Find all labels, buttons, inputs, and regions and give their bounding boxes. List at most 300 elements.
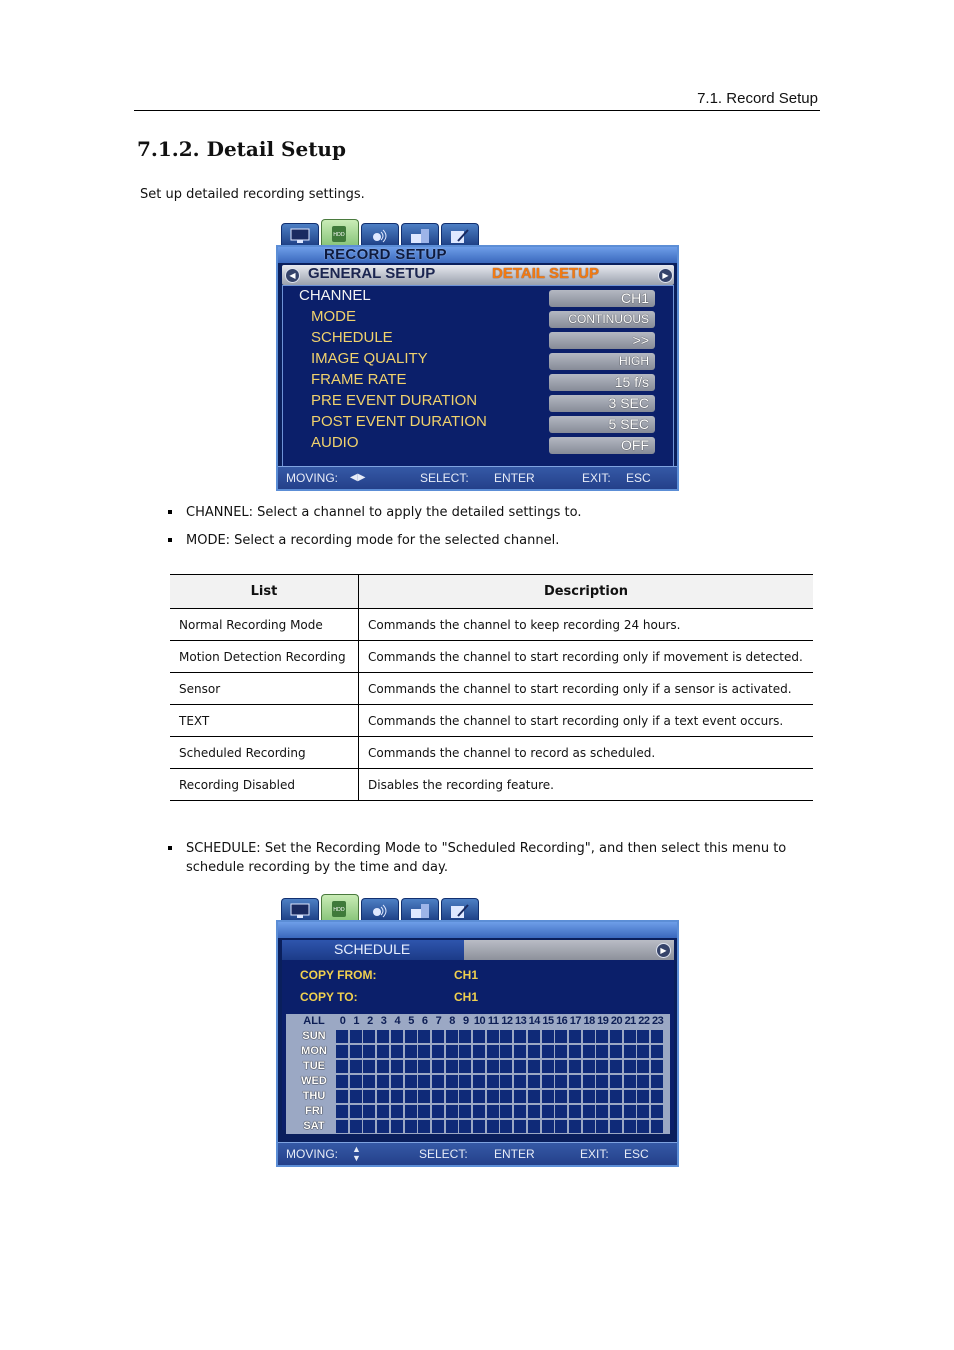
schedule-cell[interactable] — [500, 1060, 512, 1073]
schedule-cell[interactable] — [446, 1045, 458, 1058]
schedule-cell[interactable] — [569, 1120, 581, 1133]
schedule-cell[interactable] — [350, 1105, 362, 1118]
table-row — [170, 769, 813, 801]
hour-label[interactable]: 1 — [353, 1015, 359, 1027]
schedule-cell[interactable] — [500, 1105, 512, 1118]
schedule-cell[interactable] — [583, 1120, 595, 1133]
section-title: 7.1.2. Detail Setup — [137, 137, 346, 161]
schedule-cell[interactable] — [459, 1045, 471, 1058]
schedule-cell[interactable] — [432, 1075, 444, 1088]
schedule-cell[interactable] — [569, 1060, 581, 1073]
hour-label[interactable]: 4 — [394, 1015, 401, 1027]
schedule-cell[interactable] — [391, 1120, 403, 1133]
system-tab[interactable] — [441, 898, 479, 921]
table-cell-list: Normal Recording Mode — [170, 609, 359, 641]
schedule-cell[interactable] — [637, 1090, 649, 1103]
schedule-cell[interactable] — [596, 1090, 608, 1103]
device-icon — [410, 228, 430, 244]
hour-label[interactable]: 16 — [556, 1015, 568, 1027]
schedule-value[interactable]: >> — [549, 332, 655, 349]
hour-label[interactable]: 15 — [542, 1015, 554, 1027]
day-label-mon[interactable]: MON — [301, 1045, 327, 1057]
network-icon — [370, 228, 390, 244]
schedule-cell[interactable] — [487, 1045, 499, 1058]
schedule-cell[interactable] — [637, 1120, 649, 1133]
schedule-cell[interactable] — [542, 1075, 554, 1088]
schedule-cell[interactable] — [418, 1120, 430, 1133]
mode-bullet: MODE: Select a recording mode for the selected channel. — [170, 531, 559, 550]
table-row — [170, 641, 813, 673]
schedule-cell[interactable] — [405, 1075, 417, 1088]
schedule-cell[interactable] — [569, 1030, 581, 1043]
hour-label[interactable]: 11 — [487, 1015, 499, 1027]
schedule-cell[interactable] — [610, 1105, 622, 1118]
display-tab[interactable] — [281, 223, 319, 246]
system-tab[interactable] — [441, 223, 479, 246]
schedule-title-bar — [282, 940, 674, 960]
schedule-cell[interactable] — [514, 1060, 526, 1073]
schedule-cell[interactable] — [405, 1045, 417, 1058]
pre-event-label: PRE EVENT DURATION — [311, 392, 478, 409]
hour-label[interactable]: 3 — [380, 1015, 387, 1027]
schedule-cell[interactable] — [336, 1120, 348, 1133]
schedule-cell[interactable] — [514, 1090, 526, 1103]
schedule-cell[interactable] — [514, 1075, 526, 1088]
schedule-cell[interactable] — [350, 1090, 362, 1103]
schedule-cell[interactable] — [350, 1075, 362, 1088]
schedule-cell[interactable] — [446, 1075, 458, 1088]
hour-label[interactable]: 6 — [421, 1015, 428, 1027]
image-quality-label: IMAGE QUALITY — [311, 350, 428, 367]
schedule-cell[interactable] — [528, 1060, 540, 1073]
detail-settings-panel — [282, 285, 674, 471]
all-label[interactable]: ALL — [303, 1015, 325, 1027]
schedule-cell[interactable] — [459, 1030, 471, 1043]
schedule-cell[interactable] — [514, 1045, 526, 1058]
channel-value[interactable]: CH1 — [549, 290, 655, 307]
schedule-cell[interactable] — [500, 1120, 512, 1133]
hour-label[interactable]: 8 — [449, 1015, 455, 1027]
footer-esc-label: ESC — [626, 471, 651, 485]
day-label-sat[interactable]: SAT — [303, 1120, 325, 1132]
schedule-cell[interactable] — [624, 1120, 636, 1133]
schedule-title-tab — [282, 940, 464, 960]
schedule-title: SCHEDULE — [334, 941, 411, 957]
post-event-value[interactable]: 5 SEC — [549, 416, 655, 433]
schedule-cell[interactable] — [377, 1060, 389, 1073]
schedule-cell[interactable] — [583, 1045, 595, 1058]
schedule-cell[interactable] — [610, 1090, 622, 1103]
recording-mode-table — [170, 574, 813, 801]
schedule-cell[interactable] — [446, 1090, 458, 1103]
footer-enter-label: ENTER — [494, 1147, 535, 1161]
schedule-cell[interactable] — [555, 1030, 567, 1043]
schedule-cell[interactable] — [459, 1120, 471, 1133]
schedule-cell[interactable] — [624, 1045, 636, 1058]
up-down-arrows-icon: ▲ ▼ — [352, 1144, 361, 1163]
schedule-cell[interactable] — [596, 1030, 608, 1043]
schedule-cell[interactable] — [418, 1045, 430, 1058]
schedule-cell[interactable] — [446, 1105, 458, 1118]
schedule-cell[interactable] — [350, 1060, 362, 1073]
schedule-cell[interactable] — [569, 1090, 581, 1103]
schedule-cell[interactable] — [514, 1030, 526, 1043]
schedule-cell[interactable] — [542, 1090, 554, 1103]
record-setup-title-bar — [278, 247, 677, 263]
schedule-cell[interactable] — [651, 1090, 663, 1103]
schedule-cell[interactable] — [637, 1105, 649, 1118]
schedule-cell[interactable] — [487, 1120, 499, 1133]
svg-text:HDD: HDD — [333, 907, 345, 913]
schedule-cell[interactable] — [637, 1075, 649, 1088]
hour-label[interactable]: 5 — [408, 1015, 414, 1027]
image-quality-value[interactable]: HIGH — [549, 353, 655, 370]
footer-exit-label: EXIT: — [580, 1147, 609, 1161]
next-arrow-icon[interactable]: ▶ — [658, 268, 673, 283]
schedule-cell[interactable] — [336, 1045, 348, 1058]
schedule-cell[interactable] — [405, 1090, 417, 1103]
schedule-cell[interactable] — [542, 1045, 554, 1058]
audio-value[interactable]: OFF — [549, 437, 655, 454]
frame-rate-label: FRAME RATE — [311, 371, 407, 388]
schedule-cell[interactable] — [542, 1060, 554, 1073]
schedule-cell[interactable] — [624, 1075, 636, 1088]
schedule-cell[interactable] — [637, 1060, 649, 1073]
hour-label[interactable]: 12 — [501, 1015, 513, 1027]
schedule-cell[interactable] — [583, 1075, 595, 1088]
table-cell-list: Motion Detection Recording — [170, 641, 359, 673]
schedule-cell[interactable] — [391, 1105, 403, 1118]
table-cell-description: Disables the recording feature. — [359, 769, 814, 801]
day-label-thu[interactable]: THU — [302, 1090, 326, 1102]
schedule-cell[interactable] — [555, 1105, 567, 1118]
schedule-cell[interactable] — [487, 1075, 499, 1088]
schedule-cell[interactable] — [487, 1090, 499, 1103]
tools-icon — [450, 903, 470, 919]
schedule-cell[interactable] — [377, 1075, 389, 1088]
schedule-cell[interactable] — [459, 1075, 471, 1088]
schedule-cell[interactable] — [363, 1105, 375, 1118]
table-cell-list: Scheduled Recording — [170, 737, 359, 769]
table-cell-description: Commands the channel to record as scheduled. — [359, 737, 814, 769]
hour-label[interactable]: 17 — [569, 1015, 582, 1027]
schedule-cell[interactable] — [391, 1030, 403, 1043]
schedule-screen — [276, 920, 679, 1167]
schedule-cell[interactable] — [583, 1030, 595, 1043]
schedule-cell[interactable] — [596, 1075, 608, 1088]
schedule-cell[interactable] — [528, 1105, 540, 1118]
hour-label[interactable]: 21 — [624, 1015, 636, 1027]
schedule-cell[interactable] — [624, 1060, 636, 1073]
pre-event-value[interactable]: 3 SEC — [549, 395, 655, 412]
schedule-cell[interactable] — [514, 1120, 526, 1133]
monitor-icon — [290, 903, 310, 919]
schedule-cell[interactable] — [418, 1030, 430, 1043]
schedule-cell[interactable] — [514, 1105, 526, 1118]
copy-from-label: COPY FROM: — [300, 968, 377, 982]
schedule-cell[interactable] — [377, 1045, 389, 1058]
schedule-cell[interactable] — [432, 1030, 444, 1043]
schedule-cell[interactable] — [473, 1120, 485, 1133]
day-label-fri[interactable]: FRI — [305, 1105, 323, 1117]
setup-tab-bar — [282, 265, 674, 285]
schedule-cell[interactable] — [596, 1105, 608, 1118]
hour-label[interactable]: 9 — [462, 1015, 469, 1027]
left-right-arrows-icon: ◀▶ — [350, 472, 366, 483]
footer-moving-label: MOVING: — [286, 471, 339, 485]
network-icon — [370, 903, 390, 919]
schedule-cell[interactable] — [363, 1030, 375, 1043]
schedule-cell[interactable] — [418, 1075, 430, 1088]
schedule-cell[interactable] — [651, 1075, 663, 1088]
schedule-cell[interactable] — [432, 1045, 444, 1058]
schedule-cell[interactable] — [637, 1045, 649, 1058]
table-cell-description: Commands the channel to start recording only if movement is detected. — [359, 641, 814, 673]
schedule-cell[interactable] — [500, 1030, 512, 1043]
schedule-panel — [282, 960, 674, 1130]
schedule-cell[interactable] — [610, 1120, 622, 1133]
menu-tabs-2 — [281, 894, 481, 920]
detail-setup-tab[interactable]: DETAIL SETUP — [492, 265, 599, 282]
schedule-cell[interactable] — [500, 1075, 512, 1088]
footer-enter-label: ENTER — [494, 471, 535, 485]
schedule-cell[interactable] — [542, 1105, 554, 1118]
schedule-cell[interactable] — [528, 1090, 540, 1103]
schedule-cell[interactable] — [459, 1090, 471, 1103]
table-cell-list: Sensor — [170, 673, 359, 705]
schedule-cell[interactable] — [610, 1075, 622, 1088]
device-icon — [410, 903, 430, 919]
schedule-cell[interactable] — [528, 1045, 540, 1058]
schedule-cell[interactable] — [651, 1105, 663, 1118]
audio-label: AUDIO — [311, 434, 359, 451]
channel-bullet: CHANNEL: Select a channel to apply the detailed settings to. — [170, 503, 581, 522]
footer-select-label: SELECT: — [420, 471, 469, 485]
schedule-cell[interactable] — [391, 1075, 403, 1088]
hdd-icon — [330, 901, 348, 917]
schedule-cell[interactable] — [336, 1030, 348, 1043]
schedule-cell[interactable] — [391, 1090, 403, 1103]
schedule-cell[interactable] — [336, 1060, 348, 1073]
schedule-cell[interactable] — [350, 1120, 362, 1133]
schedule-cell[interactable] — [528, 1120, 540, 1133]
schedule-cell[interactable] — [350, 1045, 362, 1058]
schedule-cell[interactable] — [651, 1030, 663, 1043]
schedule-cell[interactable] — [391, 1060, 403, 1073]
schedule-cell[interactable] — [555, 1045, 567, 1058]
table-header-row — [170, 575, 813, 609]
schedule-cell[interactable] — [637, 1030, 649, 1043]
table-cell-description: Commands the channel to keep recording 24 hours. — [359, 609, 814, 641]
schedule-cell[interactable] — [487, 1060, 499, 1073]
table-cell-list: Recording Disabled — [170, 769, 359, 801]
schedule-cell[interactable] — [473, 1075, 485, 1088]
schedule-cell[interactable] — [473, 1060, 485, 1073]
schedule-cell[interactable] — [336, 1075, 348, 1088]
hdd-icon — [330, 226, 348, 242]
record-setup-screen — [276, 245, 679, 491]
schedule-cell[interactable] — [405, 1030, 417, 1043]
day-label-sun[interactable]: SUN — [302, 1030, 326, 1042]
schedule-cell[interactable] — [569, 1045, 581, 1058]
schedule-cell[interactable] — [432, 1090, 444, 1103]
schedule-cell[interactable] — [542, 1030, 554, 1043]
hour-label[interactable]: 13 — [514, 1015, 527, 1027]
table-row — [170, 737, 813, 769]
hour-label[interactable]: 22 — [638, 1015, 650, 1027]
schedule-cell[interactable] — [651, 1060, 663, 1073]
day-label-tue[interactable]: TUE — [303, 1060, 325, 1072]
hour-label[interactable]: 20 — [610, 1015, 623, 1027]
display-tab[interactable] — [281, 898, 319, 921]
schedule-cell[interactable] — [583, 1060, 595, 1073]
schedule-cell[interactable] — [624, 1030, 636, 1043]
hour-label[interactable]: 0 — [339, 1015, 346, 1027]
schedule-cell[interactable] — [446, 1120, 458, 1133]
table-header-list: List — [170, 575, 359, 609]
schedule-cell[interactable] — [487, 1030, 499, 1043]
monitor-icon — [290, 228, 310, 244]
schedule-cell[interactable] — [363, 1045, 375, 1058]
schedule-cell[interactable] — [418, 1105, 430, 1118]
schedule-cell[interactable] — [432, 1060, 444, 1073]
schedule-grid — [286, 1014, 670, 1134]
record-setup-footer — [278, 466, 677, 489]
schedule-bullet: SCHEDULE: Set the Recording Mode to "Scheduled Recording", and then select this menu to schedule recording by the time and day. — [170, 839, 786, 877]
hour-label[interactable]: 7 — [435, 1015, 442, 1027]
schedule-cell[interactable] — [432, 1105, 444, 1118]
schedule-footer — [278, 1142, 677, 1165]
svg-text:HDD: HDD — [333, 232, 345, 238]
running-head: 7.1. Record Setup — [697, 90, 818, 107]
schedule-cell[interactable] — [500, 1090, 512, 1103]
table-row — [170, 673, 813, 705]
schedule-cell[interactable] — [624, 1105, 636, 1118]
schedule-cell[interactable] — [651, 1045, 663, 1058]
schedule-cell[interactable] — [405, 1060, 417, 1073]
schedule-cell[interactable] — [651, 1120, 663, 1133]
footer-moving-label: MOVING: — [286, 1147, 339, 1161]
frame-rate-value[interactable]: 15 f/s — [549, 374, 655, 391]
schedule-cell[interactable] — [569, 1075, 581, 1088]
schedule-cell[interactable] — [363, 1060, 375, 1073]
schedule-cell[interactable] — [336, 1090, 348, 1103]
schedule-cell[interactable] — [624, 1090, 636, 1103]
network-tab[interactable] — [361, 898, 399, 921]
network-tab[interactable] — [361, 223, 399, 246]
hour-label[interactable]: 19 — [597, 1015, 609, 1027]
schedule-cell[interactable] — [363, 1090, 375, 1103]
schedule-top-bar — [278, 922, 677, 938]
schedule-cell[interactable] — [596, 1060, 608, 1073]
next-arrow-icon[interactable]: ▶ — [656, 943, 671, 958]
schedule-cell[interactable] — [473, 1030, 485, 1043]
schedule-cell[interactable] — [363, 1120, 375, 1133]
schedule-cell[interactable] — [473, 1090, 485, 1103]
copy-from-value[interactable]: CH1 — [454, 968, 479, 982]
hour-label[interactable]: 10 — [473, 1015, 486, 1027]
schedule-cell[interactable] — [500, 1045, 512, 1058]
schedule-cell[interactable] — [459, 1060, 471, 1073]
schedule-cell[interactable] — [405, 1120, 417, 1133]
schedule-cell[interactable] — [555, 1075, 567, 1088]
schedule-cell[interactable] — [610, 1060, 622, 1073]
table-row — [170, 705, 813, 737]
schedule-cell[interactable] — [377, 1090, 389, 1103]
schedule-cell[interactable] — [528, 1075, 540, 1088]
schedule-cell[interactable] — [569, 1105, 581, 1118]
table-header-description: Description — [359, 575, 814, 609]
footer-esc-label: ESC — [624, 1147, 649, 1161]
schedule-cell[interactable] — [350, 1030, 362, 1043]
hdd-tab[interactable] — [321, 894, 359, 921]
device-tab[interactable] — [401, 223, 439, 246]
schedule-cell[interactable] — [363, 1075, 375, 1088]
table-cell-description: Commands the channel to start recording only if a text event occurs. — [359, 705, 814, 737]
schedule-cell[interactable] — [583, 1105, 595, 1118]
copy-to-label: COPY TO: — [300, 990, 358, 1004]
schedule-cell[interactable] — [487, 1105, 499, 1118]
hour-label[interactable]: 18 — [583, 1015, 595, 1027]
prev-arrow-icon[interactable]: ◀ — [285, 268, 300, 283]
day-label-wed[interactable]: WED — [301, 1075, 327, 1087]
schedule-cell[interactable] — [473, 1045, 485, 1058]
intro-text: Set up detailed recording settings. — [140, 187, 365, 202]
table-row — [170, 609, 813, 641]
hour-label[interactable]: 23 — [651, 1015, 664, 1027]
record-setup-title: RECORD SETUP — [324, 246, 447, 263]
schedule-cell[interactable] — [446, 1030, 458, 1043]
schedule-cell[interactable] — [473, 1105, 485, 1118]
schedule-label: SCHEDULE — [311, 329, 393, 346]
schedule-cell[interactable] — [391, 1045, 403, 1058]
schedule-cell[interactable] — [336, 1105, 348, 1118]
schedule-cell[interactable] — [583, 1090, 595, 1103]
hdd-tab[interactable] — [321, 219, 359, 246]
schedule-cell[interactable] — [446, 1060, 458, 1073]
schedule-cell[interactable] — [377, 1105, 389, 1118]
post-event-label: POST EVENT DURATION — [311, 413, 487, 430]
hour-label[interactable]: 2 — [367, 1015, 373, 1027]
general-setup-tab[interactable]: GENERAL SETUP — [308, 265, 436, 282]
schedule-cell[interactable] — [528, 1030, 540, 1043]
schedule-cell[interactable] — [377, 1120, 389, 1133]
schedule-cell[interactable] — [555, 1120, 567, 1133]
mode-label: MODE — [311, 308, 356, 325]
mode-value[interactable]: CONTINUOUS — [549, 311, 655, 328]
schedule-cell[interactable] — [459, 1105, 471, 1118]
schedule-cell[interactable] — [405, 1105, 417, 1118]
hour-label[interactable]: 14 — [528, 1015, 540, 1027]
schedule-cell[interactable] — [596, 1120, 608, 1133]
copy-to-value[interactable]: CH1 — [454, 990, 479, 1004]
device-tab[interactable] — [401, 898, 439, 921]
schedule-cell[interactable] — [432, 1120, 444, 1133]
channel-label: CHANNEL — [299, 287, 371, 304]
schedule-cell[interactable] — [610, 1030, 622, 1043]
schedule-cell[interactable] — [555, 1090, 567, 1103]
schedule-cell[interactable] — [610, 1045, 622, 1058]
schedule-cell[interactable] — [418, 1090, 430, 1103]
menu-tabs-1 — [281, 219, 481, 245]
schedule-cell[interactable] — [418, 1060, 430, 1073]
table-cell-description: Commands the channel to start recording only if a sensor is activated. — [359, 673, 814, 705]
schedule-cell[interactable] — [555, 1060, 567, 1073]
schedule-cell[interactable] — [542, 1120, 554, 1133]
schedule-cell[interactable] — [377, 1030, 389, 1043]
schedule-cell[interactable] — [596, 1045, 608, 1058]
footer-exit-label: EXIT: — [582, 471, 611, 485]
